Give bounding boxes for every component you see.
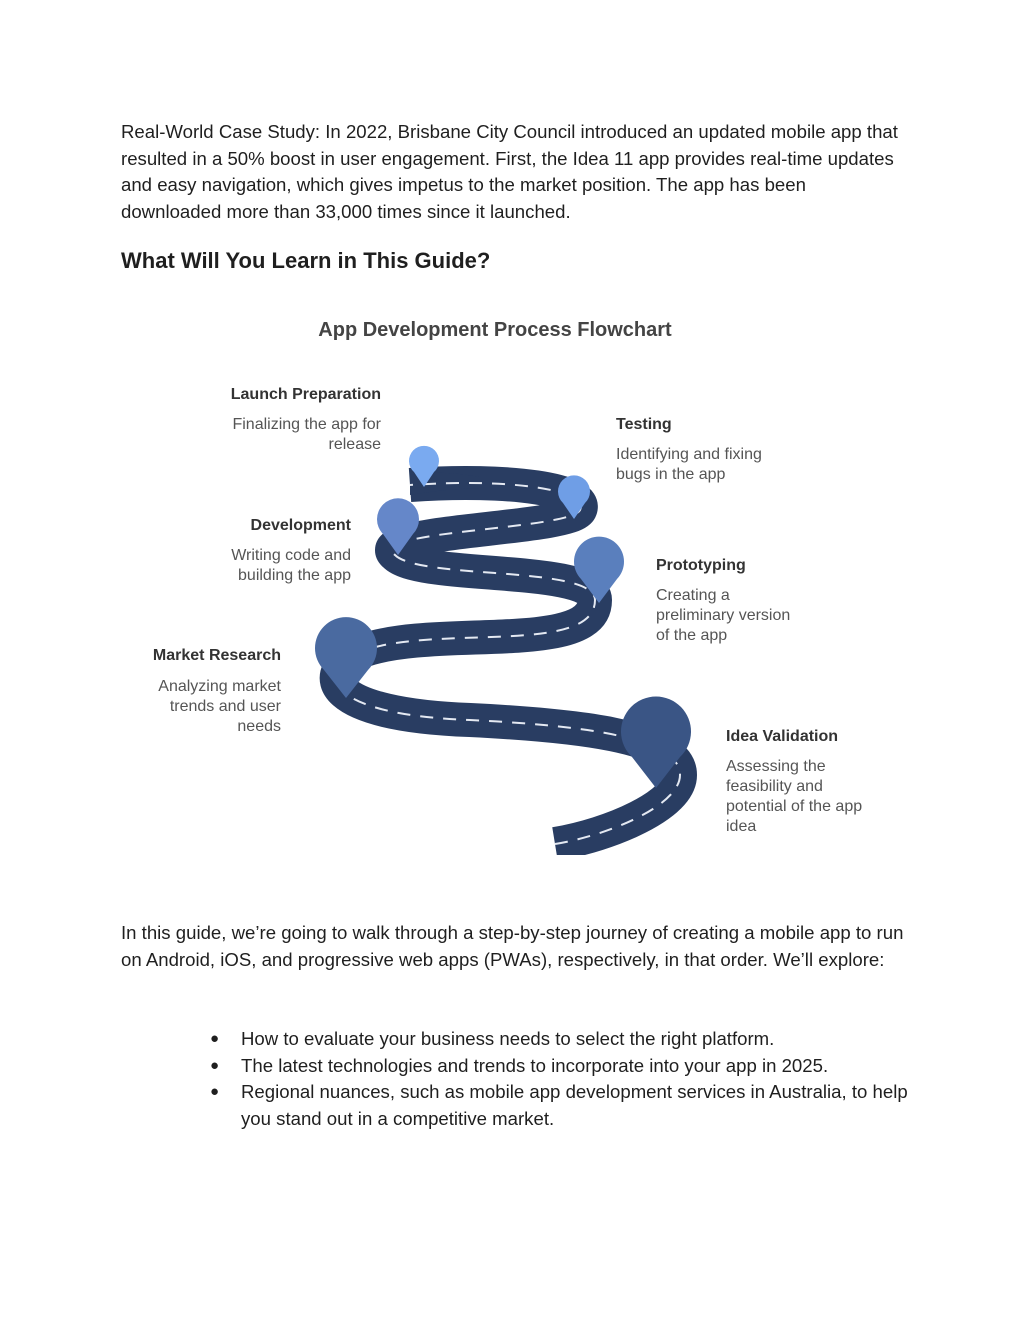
stage-desc: needs: [237, 718, 281, 735]
flowchart-title: App Development Process Flowchart: [318, 319, 672, 341]
stage-desc: Analyzing market: [158, 678, 281, 695]
list-item: ● Regional nuances, such as mobile app development services in Australia, to help you stand out in a competitive market.: [214, 1079, 914, 1132]
stage-title: Testing: [616, 416, 672, 433]
stage-title: Launch Preparation: [230, 386, 381, 403]
stage-title: Prototyping: [656, 557, 746, 574]
stage-desc: Creating a: [656, 587, 730, 604]
stage-testing: [616, 416, 762, 483]
stage-desc: Writing code and: [231, 547, 351, 564]
stage-desc: Identifying and fixing: [616, 446, 762, 463]
stage-desc: trends and user: [169, 698, 281, 715]
stage-idea-validation: [726, 728, 862, 835]
learning-list: [214, 1026, 914, 1132]
stage-desc: idea: [726, 818, 757, 835]
stage-development: [231, 517, 351, 584]
section-heading: What Will You Learn in This Guide?: [121, 248, 491, 273]
stage-desc: Assessing the: [726, 758, 826, 775]
stage-desc: potential of the app: [726, 798, 863, 815]
stage-desc: building the app: [238, 567, 351, 584]
stage-title: Idea Validation: [726, 728, 839, 745]
list-item: ● How to evaluate your business needs to select the right platform.: [214, 1026, 914, 1053]
stage-launch-preparation: [231, 386, 382, 453]
stage-prototyping: [656, 557, 790, 644]
app-development-flowchart: [140, 305, 900, 855]
stage-desc: feasibility and: [726, 778, 823, 795]
stage-desc: release: [328, 436, 381, 453]
stage-market-research: [153, 647, 282, 735]
stage-desc: of the app: [656, 627, 728, 644]
stage-title: Market Research: [152, 647, 281, 664]
guide-paragraph: In this guide, we’re going to walk through a step-by-step journey of creating a mobile app to run on Android, iOS, and progressive web apps (PWAs), respectively, in that order. We’ll explore:: [121, 922, 904, 970]
stage-desc: Finalizing the app for: [232, 416, 381, 433]
stage-desc: bugs in the app: [616, 466, 726, 483]
intro-paragraph: Real-World Case Study: In 2022, Brisbane City Council introduced an updated mobile app that resulted in a 50% boost in user engagement. First, the Idea 11 app provides real-time updates and easy navigation, which gives impetus to the market position. The app has been downloaded more than 33,000 times since it launched.: [121, 121, 898, 222]
stage-desc: preliminary version: [656, 607, 791, 624]
stage-title: Development: [250, 517, 351, 534]
list-item: ● The latest technologies and trends to incorporate into your app in 2025.: [214, 1053, 914, 1080]
